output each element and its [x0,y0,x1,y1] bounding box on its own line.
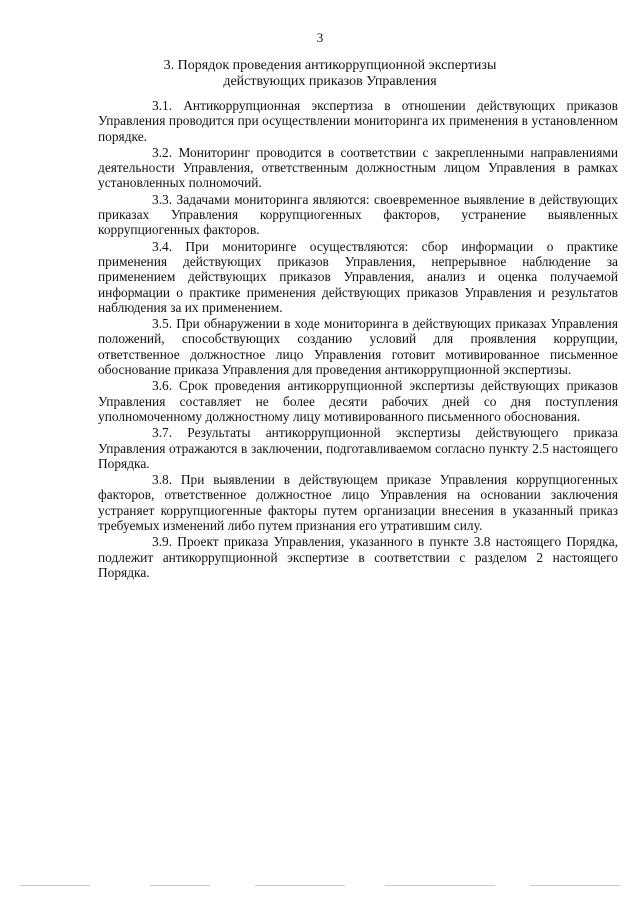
paragraph-3-2: 3.2. Мониторинг проводится в соответствии с закрепленными направлениями деятельности Управления, ответственным должностным лицом Управления в рамках установленных полномочий. [98,144,618,191]
section-title [140,58,520,90]
paragraph-3-5: 3.5. При обнаружении в ходе мониторинга в действующих приказах Управления положений, способствующих созданию условий для проявления коррупции, ответственное должностное лицо Управления готовит мотивированное письменное обоснование приказа Управления для проведения антикоррупционной экспертизы. [98,316,618,378]
scan-artifact-segment [20,885,90,886]
paragraph-3-8: 3.8. При выявлении в действующем приказе Управления коррупциогенных факторов, ответственное должностное лицо Управления на основании заключения устраняет коррупциогенные факторы путем организации внесения в указанный приказ требуемых изменений либо путем признания его утратившим силу. [98,472,618,534]
paragraph-3-4: 3.4. При мониторинге осуществляются: сбор информации о практике применения действующих приказов Управления, непрерывное наблюдение за применением действующих приказов Управления, анализ и оценка получаемой информации о практике применения действующих приказов Управления и результатов наблюдения за их применением. [98,238,618,315]
section-title-line-2: действующих приказов Управления [223,74,437,89]
paragraph-3-3: 3.3. Задачами мониторинга являются: своевременное выявление в действующих приказах Управления коррупциогенных факторов, устранение выявленных коррупциогенных факторов. [98,191,618,238]
scan-artifact-segment [385,885,495,886]
scan-artifact-segment [530,885,620,886]
section-title-line-1: 3. Порядок проведения антикоррупционной экспертизы [163,58,497,73]
scan-artifact-line [0,885,640,891]
scan-artifact-segment [255,885,345,886]
document-body [98,98,618,581]
paragraph-3-9: 3.9. Проект приказа Управления, указанного в пункте 3.8 настоящего Порядка, подлежит антикоррупционной экспертизе в соответствии с разделом 2 настоящего Порядка. [98,534,618,580]
paragraph-3-7: 3.7. Результаты антикоррупционной экспертизы действующего приказа Управления отражаются в заключении, подготавливаемом согласно пункту 2.5 настоящего Порядка. [98,425,618,471]
paragraph-3-1: 3.1. Антикоррупционная экспертиза в отношении действующих приказов Управления проводится при осуществлении мониторинга их применения в установленном порядке. [98,98,618,144]
paragraph-3-6: 3.6. Срок проведения антикоррупционной экспертизы действующих приказов Управления составляет не более десяти рабочих дней со дня поступления уполномоченному должностному лицу мотивированного письменного обоснования. [98,378,618,424]
scan-artifact-segment [150,885,210,886]
page-number: 3 [316,30,324,45]
